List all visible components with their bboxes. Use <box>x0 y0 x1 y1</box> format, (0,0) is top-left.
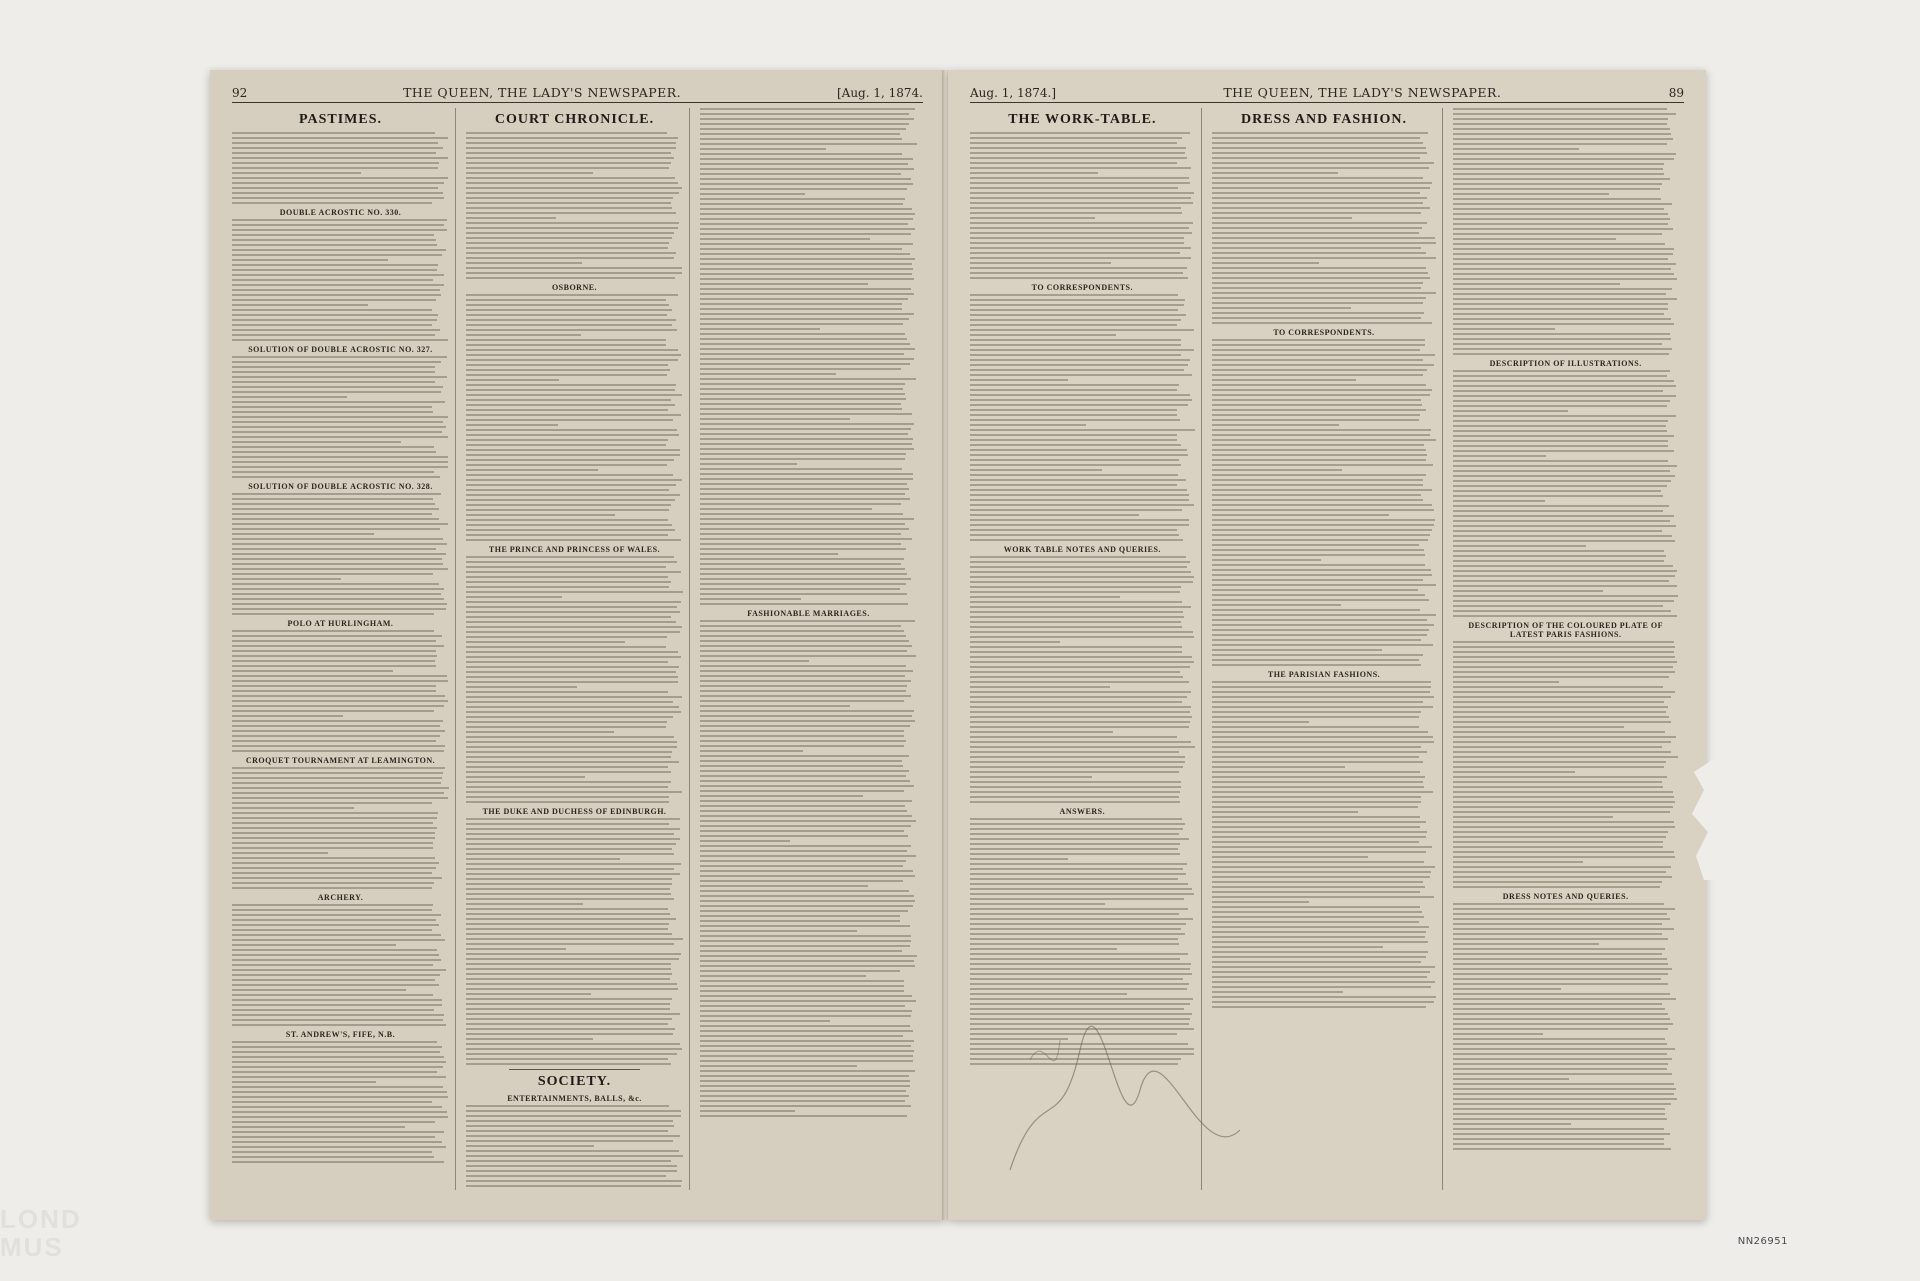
text-block <box>466 1105 683 1190</box>
text-block <box>1453 108 1678 355</box>
text-block <box>232 219 449 341</box>
section-subheading: ST. ANDREW'S, FIFE, N.B. <box>285 1030 396 1039</box>
column-heading: SOCIETY. <box>537 1074 612 1089</box>
text-block <box>232 767 449 889</box>
section-subheading: DRESS NOTES AND QUERIES. <box>1502 892 1629 901</box>
section-subheading: THE DUKE AND DUCHESS OF EDINBURGH. <box>482 807 667 816</box>
section-subheading: TO CORRESPONDENTS. <box>1273 328 1375 337</box>
section-subheading: DESCRIPTION OF THE COLOURED PLATE OF LATEST PARIS FASHIONS. <box>1468 621 1663 639</box>
left-column-3 <box>700 108 923 1190</box>
section-divider <box>509 1069 639 1070</box>
text-block <box>232 630 449 752</box>
left-column-1 <box>232 108 456 1190</box>
section-subheading: ARCHERY. <box>317 893 364 902</box>
section-subheading: THE PARISIAN FASHIONS. <box>1267 670 1381 679</box>
text-block <box>466 556 683 803</box>
text-block <box>232 1041 449 1163</box>
section-subheading: CROQUET TOURNAMENT AT LEAMINGTON. <box>245 756 436 765</box>
accession-number: NN26951 <box>1737 1236 1788 1247</box>
section-subheading: DESCRIPTION OF ILLUSTRATIONS. <box>1489 359 1642 368</box>
column-heading: DRESS AND FASHION. <box>1241 112 1407 127</box>
left-page-number: 92 <box>232 86 248 100</box>
left-newspaper-page <box>210 70 945 1220</box>
section-subheading: OSBORNE. <box>551 283 598 292</box>
section-subheading: FASHIONABLE MARRIAGES. <box>747 609 870 618</box>
right-column-3 <box>1453 108 1684 1190</box>
left-page-header <box>232 80 923 103</box>
section-subheading: POLO AT HURLINGHAM. <box>287 619 394 628</box>
section-subheading: ENTERTAINMENTS, BALLS, &c. <box>507 1094 642 1103</box>
section-subheading: ANSWERS. <box>1059 807 1106 816</box>
text-block <box>232 356 449 478</box>
section-subheading: TO CORRESPONDENTS. <box>1031 283 1133 292</box>
text-block <box>466 294 683 541</box>
right-page-date: Aug. 1, 1874.] <box>970 86 1057 100</box>
text-block <box>700 108 917 605</box>
column-heading: PASTIMES. <box>298 112 383 127</box>
text-block <box>1212 339 1437 666</box>
text-block <box>232 132 449 204</box>
text-block <box>466 132 683 279</box>
section-subheading: DOUBLE ACROSTIC NO. 330. <box>279 208 402 217</box>
text-block <box>1453 903 1678 1150</box>
right-page-number: 89 <box>1668 86 1684 100</box>
text-block <box>466 818 683 1065</box>
pencil-scribble <box>1000 1020 1260 1180</box>
text-block <box>1212 132 1437 324</box>
left-running-title: THE QUEEN, THE LADY'S NEWSPAPER. <box>403 85 682 100</box>
column-heading: THE WORK-TABLE. <box>1008 112 1157 127</box>
section-subheading: SOLUTION OF DOUBLE ACROSTIC NO. 327. <box>248 345 433 354</box>
text-block <box>1212 681 1437 1008</box>
text-block <box>970 556 1195 803</box>
museum-watermark: LOND MUS <box>0 1204 82 1262</box>
section-subheading: WORK TABLE NOTES AND QUERIES. <box>1003 545 1161 554</box>
text-block <box>1453 641 1678 888</box>
section-subheading: SOLUTION OF DOUBLE ACROSTIC NO. 328. <box>248 482 433 491</box>
text-block <box>970 294 1195 541</box>
right-running-title: THE QUEEN, THE LADY'S NEWSPAPER. <box>1223 85 1502 100</box>
right-page-header <box>970 80 1684 103</box>
text-block <box>970 132 1195 279</box>
left-page-date: [Aug. 1, 1874. <box>836 86 923 100</box>
text-block <box>232 904 449 1026</box>
text-block <box>700 620 917 1117</box>
text-block <box>1453 370 1678 617</box>
column-heading: COURT CHRONICLE. <box>494 112 655 127</box>
text-block <box>232 493 449 615</box>
left-column-2 <box>466 108 690 1190</box>
section-subheading: THE PRINCE AND PRINCESS OF WALES. <box>488 545 661 554</box>
